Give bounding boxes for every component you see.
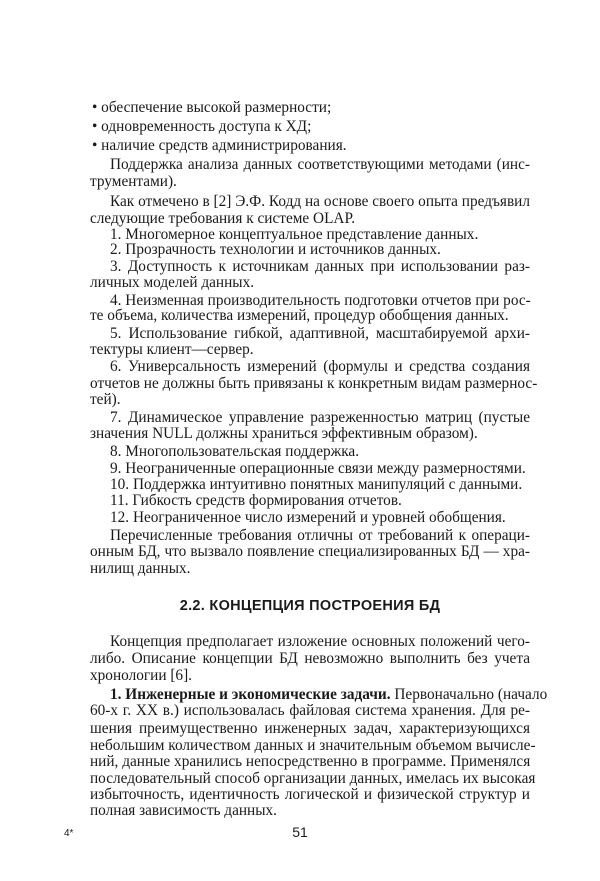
- bullet-item: • обеспечение высокой размерности;: [92, 99, 332, 116]
- page-number: 51: [292, 824, 308, 840]
- section-heading: 2.2. КОНЦЕПЦИЯ ПОСТРОЕНИЯ БД: [179, 598, 441, 614]
- bullet-item: • наличие средств администрирования.: [92, 137, 347, 154]
- text-line: последовательный способ организации данных, имелась их высокая: [90, 770, 536, 787]
- text-line: ний, данные хранились непосредственно в программе. Применялся: [90, 753, 531, 770]
- requirement-item-cont: отчетов не должны быть привязаны к конкретным видам размернос-: [90, 375, 538, 392]
- text-line: 60-х г. XX в.) использовалась файловая система хранения. Для ре-: [90, 702, 530, 719]
- text-line: Поддержка анализа данных соответствующими методами (инс-: [110, 156, 530, 173]
- text-line: следующие требования к системе OLAP.: [90, 210, 356, 227]
- bullet-item: • одновременность доступа к ХД;: [92, 118, 312, 135]
- requirement-item: 10. Поддержка интуитивно понятных манипуляций с данными.: [110, 476, 523, 493]
- text-line: Перечисленные требования отличны от требований к операци-: [110, 527, 530, 544]
- requirement-item: 11. Гибкость средств формирования отчетов.: [110, 492, 402, 509]
- text-line: избыточность, идентичность логической и физической структур и: [90, 786, 530, 803]
- text-line: нилищ данных.: [90, 560, 191, 577]
- text-line: полная зависимость данных.: [90, 802, 277, 819]
- text-line: шения преимущественно инженерных задач, характеризующихся: [90, 720, 530, 737]
- requirement-item: 2. Прозрачность технологии и источников данных.: [110, 241, 441, 258]
- requirement-item: 8. Многопользовательская поддержка.: [110, 443, 360, 460]
- text-line: хронологии [6].: [90, 667, 192, 684]
- text-line: Как отмечено в [2] Э.Ф. Кодд на основе своего опыта предъявил: [110, 193, 530, 210]
- requirement-item: 6. Универсальность измерений (формулы и средства создания: [110, 358, 530, 375]
- requirement-item: 5. Использование гибкой, адаптивной, масштабируемой архи-: [110, 325, 530, 342]
- requirement-item: 3. Доступность к источникам данных при использовании раз-: [110, 258, 530, 275]
- requirement-item: 12. Неограниченное число измерений и уровней обобщения.: [110, 509, 506, 526]
- text-line: трументами).: [90, 173, 177, 190]
- requirement-item-cont: тей).: [90, 391, 121, 408]
- text-line: небольшим количеством данных и значительным объемом вычисле-: [90, 737, 536, 754]
- section1-title: 1. Инженерные и экономические задачи.: [110, 686, 391, 703]
- requirement-item: 1. Многомерное концептуальное представление данных.: [110, 226, 479, 243]
- section1-first-line: [110, 686, 548, 703]
- signature-mark: 4*: [64, 828, 74, 839]
- requirement-item-cont: личных моделей данных.: [90, 274, 255, 291]
- requirement-item: 9. Неограниченные операционные связи между размерностями.: [110, 460, 526, 477]
- requirement-item-cont: значения NULL должны храниться эффективным образом).: [90, 425, 478, 442]
- text-line: либо. Описание концепции БД невозможно выполнить без учета: [90, 650, 530, 667]
- requirement-item: 4. Неизменная производительность подготовки отчетов при рос-: [110, 292, 531, 309]
- requirement-item: 7. Динамическое управление разреженностью матриц (пустые: [110, 409, 530, 426]
- section1-first-rest: Первоначально (начало: [390, 686, 548, 703]
- requirement-item-cont: те объема, количества измерений, процедур обобщения данных.: [90, 307, 509, 324]
- text-line: Концепция предполагает изложение основных положений чего-: [110, 633, 530, 650]
- requirement-item-cont: тектуры клиент—сервер.: [90, 341, 254, 358]
- text-line: онным БД, что вызвало появление специализированных БД — хра-: [90, 543, 530, 560]
